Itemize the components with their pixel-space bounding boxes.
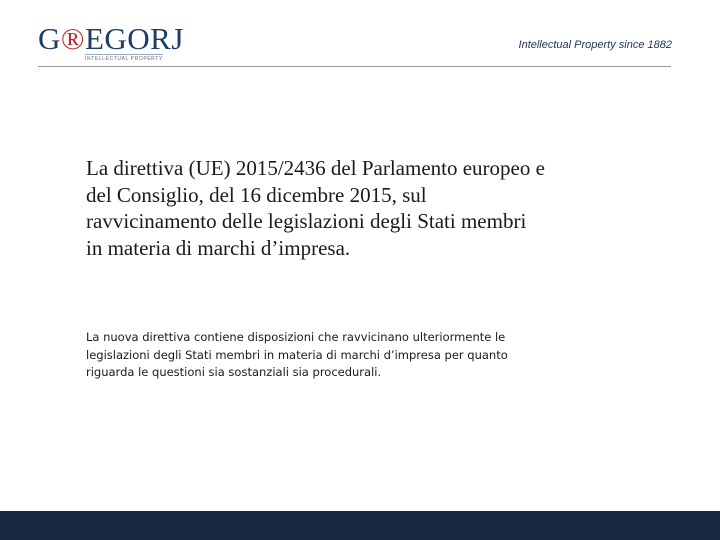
logo-suffix: EGORJ xyxy=(84,21,184,56)
footer-bar xyxy=(0,511,720,540)
header-divider xyxy=(38,66,671,67)
tagline: Intellectual Property since 1882 xyxy=(518,39,672,51)
company-logo xyxy=(38,22,198,62)
header xyxy=(0,0,720,70)
logo-wordmark xyxy=(38,22,184,56)
slide-body-text: La nuova direttiva contiene disposizioni che ravvicinano ulteriormente le legislazioni degli Stati membri in materia di marchi d’impresa per quanto riguarda le questioni sia sostanziali sia procedurali. xyxy=(86,330,508,379)
logo-prefix: G xyxy=(38,21,61,56)
logo-subtitle: INTELLECTUAL PROPERTY xyxy=(85,56,163,62)
slide-title: La direttiva (UE) 2015/2436 del Parlamento europeo e del Consiglio, del 16 dicembre 2015, sul ravvicinamento delle legislazioni degli Stati membri in materia di marchi d’impresa. xyxy=(86,156,545,260)
registered-mark-icon: ® xyxy=(60,21,85,56)
